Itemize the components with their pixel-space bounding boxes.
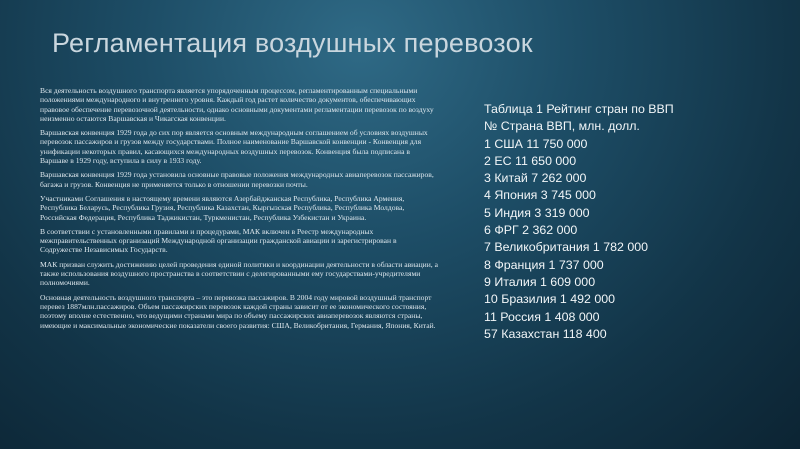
paragraph: Варшавская конвенция 1929 года установила основные правовые положения международных авиаперевозок пассажиров, багажа и грузов. Конвенция не применяется только в отношении перевозки почты. bbox=[40, 170, 434, 189]
gdp-ranking-table bbox=[484, 101, 784, 343]
paragraph: Основная деятельность воздушного транспорта – это перевозка пассажиров. В 2004 году мировой воздушный транспорт перевез 1887млн.пассажиров. Объем пассажирских перевозок каждой страны зависит от ее экономического состояния, поэтому вполне естественно, что ведущими странами мира по объему пассажирских авиаперевозок являются страны, имеющие и максимальные экономические показатели своего развития: США, Великобритания, Германия, Япония, Китай. bbox=[40, 292, 436, 330]
table-row: 10 Бразилия 1 492 000 bbox=[484, 292, 616, 307]
body-text bbox=[40, 86, 440, 335]
table-row: 1 США 11 750 000 bbox=[484, 136, 588, 151]
slide-title: Регламентация воздушных перевозок bbox=[52, 28, 533, 58]
paragraph: Варшавская конвенция 1929 года до сих пор является основным международным соглашением об условиях воздушных перевозок пассажиров и грузов между государствами. Полное наименование Варшавской конвенции - Конвенция для унификации некоторых правил, касающихся международных воздушных перевозок. Конвенция была подписана в Варшаве в 1929 году, вступила в силу в 1933 году. bbox=[40, 128, 428, 166]
paragraph: Участниками Соглашения в настоящему времени являются Азербайджанская Республика, Республика Армения, Республика Беларусь, Республика Грузия, Республика Казахстан, Кыргызская Республика, Республика Молдова, Российская Федерация, Республика Таджикистан, Туркменистан, Республика Узбекистан и Украина. bbox=[40, 193, 405, 222]
paragraph: Вся деятельность воздушного транспорта является упорядоченным процессом, регламентированным специальными положениями международного и внутреннего уровня. Каждый год растет количество документов, обеспечивающих правовое обеспечение перевозочной деятельности, однако основными документами регламентации перевозок по воздуху неизменно остаются Варшавская и Чикагская конвенции. bbox=[40, 86, 434, 123]
paragraph: МАК призван служить достижению целей проведения единой политики и координации деятельности в области авиации, а также использования воздушного пространства в соответствии с делегированными ему государствами-учредителями полномочиями. bbox=[40, 259, 438, 288]
table-row: 6 ФРГ 2 362 000 bbox=[484, 223, 578, 238]
paragraph: В соответствии с установленными правилами и процедурами, МАК включен в Реестр международных межправительственных организаций Международной организации гражданской авиации и зарегистрирован в Содружестве Независимых Государств. bbox=[40, 226, 397, 255]
table-row: 9 Италия 1 609 000 bbox=[484, 274, 596, 289]
table-row: 5 Индия 3 319 000 bbox=[484, 205, 590, 220]
table-header: № Страна ВВП, млн. долл. bbox=[484, 119, 640, 134]
table-caption: Таблица 1 Рейтинг стран по ВВП bbox=[484, 102, 674, 116]
table-row: 4 Япония 3 745 000 bbox=[484, 188, 596, 203]
table-row: 11 Россия 1 408 000 bbox=[484, 309, 600, 324]
table-row: 8 Франция 1 737 000 bbox=[484, 257, 604, 272]
table-row: 57 Казахстан 118 400 bbox=[484, 326, 607, 341]
table-row: 7 Великобритания 1 782 000 bbox=[484, 240, 649, 255]
table-row: 2 ЕС 11 650 000 bbox=[484, 153, 577, 168]
table-row: 3 Китай 7 262 000 bbox=[484, 171, 587, 186]
